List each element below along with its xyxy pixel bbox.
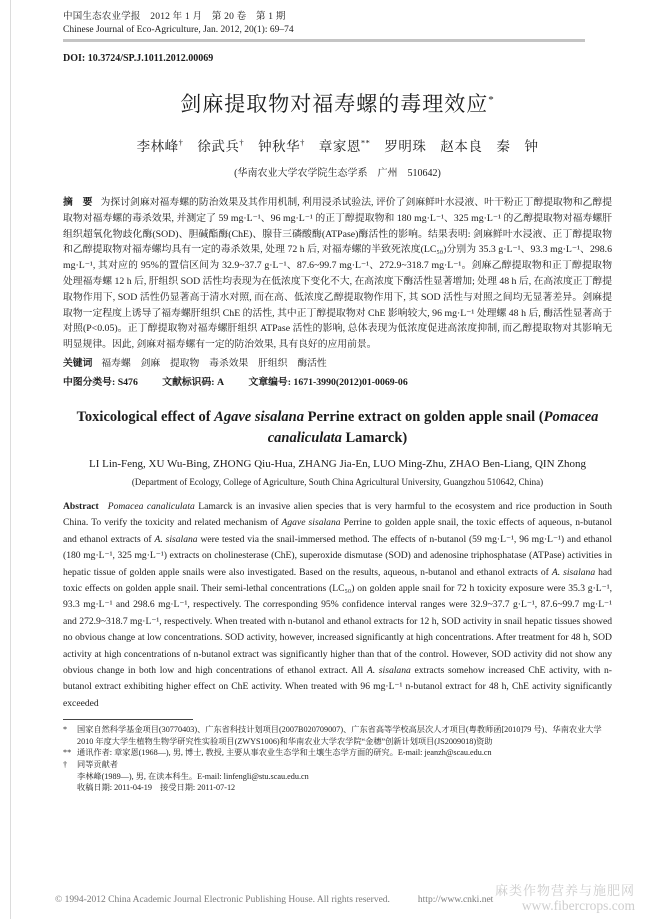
- footnotes: [63, 724, 612, 794]
- footnote-marker: **: [63, 748, 72, 758]
- clc-number: 中图分类号: S476: [63, 376, 138, 388]
- article-title-en: Toxicological effect of Agave sisalana Perrine extract on golden apple snail (Pomacea canaliculata Lamarck): [76, 408, 599, 446]
- copyright-text: © 1994-2012 China Academic Journal Electronic Publishing House. All rights reserved.: [55, 895, 390, 905]
- footnote-divider: [63, 719, 193, 720]
- watermark-site-name: 麻类作物营养与施肥网: [494, 883, 635, 898]
- document-code: 文献标识码: A: [162, 376, 225, 388]
- footnote-funding: [63, 724, 612, 747]
- footnote-marker: *: [63, 725, 68, 735]
- footnote-dates: [63, 782, 612, 794]
- footnote-corresponding-author: [63, 747, 612, 759]
- page-content: [63, 8, 612, 794]
- watermark: [495, 883, 635, 913]
- article-id: 文章编号: 1671-3990(2012)01-0069-06: [248, 376, 408, 388]
- article-title-cn: 剑麻提取物对福寿螺的毒理效应*: [180, 92, 495, 116]
- keywords-label: 关键词: [63, 357, 93, 369]
- footnote-equal-contribution: [63, 759, 612, 771]
- header-divider: [63, 39, 585, 42]
- abstract-en: [63, 499, 612, 712]
- abstract-cn-label: 摘 要: [63, 197, 93, 208]
- page-footer: [55, 895, 493, 905]
- affiliation-en: (Department of Ecology, College of Agriculture, South China Agricultural University, Guangzhou 510642, China): [131, 476, 544, 487]
- affiliation-cn: (华南农业大学农学院生态学系 广州 510642): [234, 168, 441, 179]
- cnki-url: http://www.cnki.net: [417, 895, 494, 905]
- footnote-dates-text: 收稿日期: 2011-04-19 接受日期: 2011-07-12: [77, 783, 236, 793]
- footnote-marker: †: [63, 760, 68, 770]
- footnote-equal-contribution-text: 同等贡献者: [77, 760, 118, 770]
- abstract-en-label: Abstract: [63, 500, 99, 512]
- footnote-funding-text: 国家自然科学基金项目(30770403)、广东省科技计划项目(2007B020709007)、广东省高等学校高层次人才项目(粤教师函[2010]79 号)、华南农业大学 2010 年度大学生植物生物学研究性实验项目(ZWYS1006)和华南农业大学农学院“金穗”创新计划项目(JS2009018)资助: [77, 725, 602, 746]
- journal-header-en: Chinese Journal of Eco-Agriculture, Jan. 2012, 20(1): 69–74: [63, 25, 294, 35]
- scan-edge-line: [10, 0, 11, 919]
- abstract-cn: [63, 195, 612, 353]
- abstract-en-text: Pomacea canaliculata Lamarck is an invasive alien species that is very harmful to the ecosystem and rice production in South China. To verify the toxicity and related mechanism of Agave sisalana Perrine to golden apple snail, the toxic effects of aqueous, n-butanol and ethanol extracts of A. sisalana were tested via the snail-immersed method. The effects of n-butanol (59 mg·L⁻¹, 96 mg·L⁻¹) and ethanol (180 mg·L⁻¹, 325 mg·L⁻¹) extracts on cholinesterase (ChE), superoxide dismutase (SOD) and adenosine triphosphatase (ATPase) activities in hepatic tissue of golden apple snails were also investigated. Based on the results, aqueous, n-butanol and ethanol extracts of A. sisalana had toxic effects on golden apple snail. Their semi-lethal concentrations (LC₅₀) on golden apple snail for 72 h toxicity exposure were 35.3 g·L⁻¹, 93.3 mg·L⁻¹ and 298.6 mg·L⁻¹, respectively. The corresponding 95% confidence interval ranges were 32.9~37.7 g·L⁻¹, 87.6~99.7 mg·L⁻¹ and 272.9~318.7 mg·L⁻¹, respectively. When treated with n-butanol and ethanol extracts for 12 h, SOD activity in snail hepatic tissues showed no obvious change at low concentrations. SOD activity, however, increased significantly at high concentrations. After treatment for 48 h, SOD activity at high concentrations of n-butanol extract was significantly higher than that of the control. However, SOD activity did not show any obvious change in both low and high concentrations of ethanol extract. All A. sisalana extracts somehow increased ChE activity, with n-butanol extract exhibiting higher effect on ChE activity. When treated with 96 mg·L⁻¹ n-butanol extract for 48 h, ChE activity significantly exceeded: [63, 500, 612, 709]
- authors-cn: 李林峰† 徐武兵† 钟秋华† 章家恩** 罗明珠 赵本良 秦 钟: [136, 137, 539, 154]
- keywords-text: 福寿螺 剑麻 提取物 毒杀效果 肝组织 酶活性: [101, 357, 327, 369]
- journal-header-cn: 中国生态农业学报 2012 年 1 月 第 20 卷 第 1 期: [63, 12, 286, 22]
- watermark-site-url: www.fibercrops.com: [521, 898, 635, 913]
- authors-en: LI Lin-Feng, XU Wu-Bing, ZHONG Qiu-Hua, ZHANG Jia-En, LUO Ming-Zhu, ZHAO Ben-Liang, QIN Zhong: [88, 457, 587, 470]
- doi-line: DOI: 10.3724/SP.J.1011.2012.00069: [63, 53, 214, 64]
- footnote-corresponding-author-text: 通讯作者: 章家恩(1968—), 男, 博士, 教授, 主要从事农业生态学和土壤生态学方面的研究。E-mail: jeanzh@scau.edu.cn: [77, 748, 492, 758]
- abstract-cn-text: 为探讨剑麻对福寿螺的防治效果及其作用机制, 利用浸杀试验法, 评价了剑麻鲜叶水浸液、叶干粉正丁醇提取物和乙醇提取物对福寿螺的毒杀效果, 并测定了 59 mg·L⁻¹、96 mg·L⁻¹ 的正丁醇提取物和 180 mg·L⁻¹、325 mg·L⁻¹ 的乙醇提取物对福寿螺肝组织超氧化物歧化酶(SOD)、胆碱酯酶(ChE)、腺苷三磷酸酶(ATPase)酶活性的影响。结果表明: 剑麻鲜叶水浸液、正丁醇提取物和乙醇提取物对福寿螺均具有一定的毒杀效果, 处理 72 h 后, 对福寿螺的半致死浓度(LC₅₀)分别为 35.3 g·L⁻¹、93.3 mg·L⁻¹、298.6 mg·L⁻¹, 其对应的 95%的置信区间为 32.9~37.7 g·L⁻¹、87.6~99.7 mg·L⁻¹、272.9~318.7 mg·L⁻¹。剑麻乙醇提取物和正丁醇提取物处理福寿螺 12 h 后, 肝组织 SOD 活性均表现为在低浓度下变化不大, 在高浓度下酶活性显著增加; 处理 48 h 后, 在高浓度正丁醇提取物作用下, SOD 活性仍显著高于清水对照, 而在高、低浓度乙醇提取物作用下, 其 SOD 活性与对照之间均无显著差异。剑麻提取物一定程度上诱导了福寿螺肝组织 ChE 的活性, 其中正丁醇提取物对 ChE 影响较大, 96 mg·L⁻¹ 处理螺 48 h 后, 酶活性显著高于对照(P<0.05)。正丁醇提取物对福寿螺肝组织 ATPase 活性的影响, 总体表现为低浓度促进高浓度抑制, 而乙醇提取物对其影响无明显规律。因此, 剑麻对福寿螺有一定的防治效果, 具有良好的应用前景。: [63, 197, 613, 351]
- classification-line: [63, 374, 612, 388]
- keywords-line: [63, 355, 612, 369]
- footnote-first-author-text: 李林峰(1989—), 男, 在读本科生。E-mail: linfengli@stu.scau.edu.cn: [77, 771, 309, 781]
- footnote-first-author: [63, 771, 612, 783]
